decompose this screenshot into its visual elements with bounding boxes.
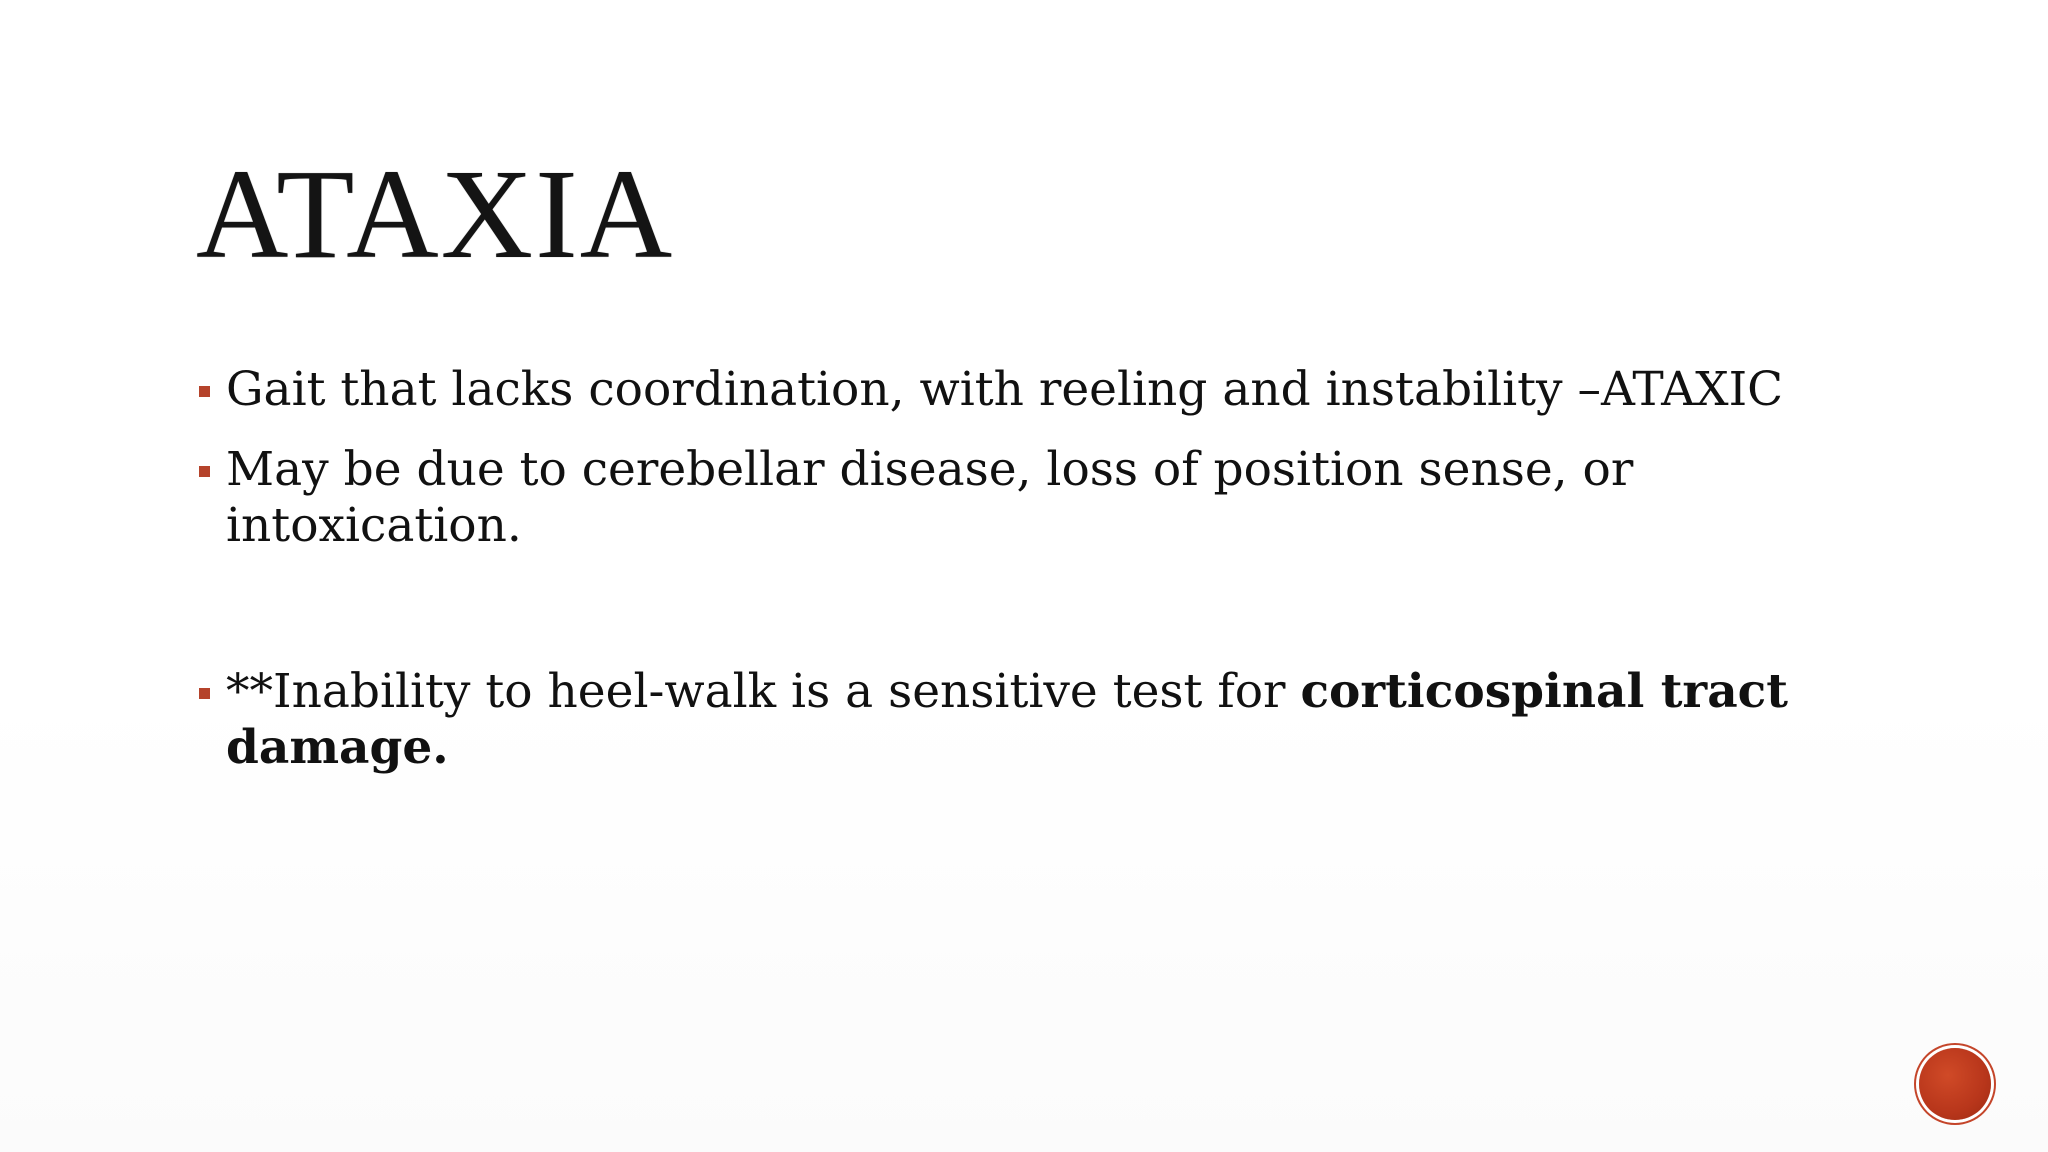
bullet-bold-text: corticospinal tract damage. <box>226 664 1788 775</box>
square-bullet-icon <box>199 386 210 397</box>
bullet-text: May be due to cerebellar disease, loss of position sense, or intoxication. <box>226 442 1634 553</box>
bullet-text: Gait that lacks coordination, with reeling and instability –ATAXIC <box>226 362 1784 417</box>
square-bullet-icon <box>199 466 210 477</box>
slide-title: ATAXIA <box>196 143 675 285</box>
bullet-list <box>196 362 1836 776</box>
square-bullet-icon <box>199 688 210 699</box>
corner-circle-icon <box>1919 1048 1991 1120</box>
bullet-text: **Inability to heel-walk is a sensitive test for <box>226 664 1301 719</box>
bullet-item <box>196 442 1836 554</box>
bullet-item <box>196 362 1836 418</box>
bullet-item <box>196 664 1836 776</box>
